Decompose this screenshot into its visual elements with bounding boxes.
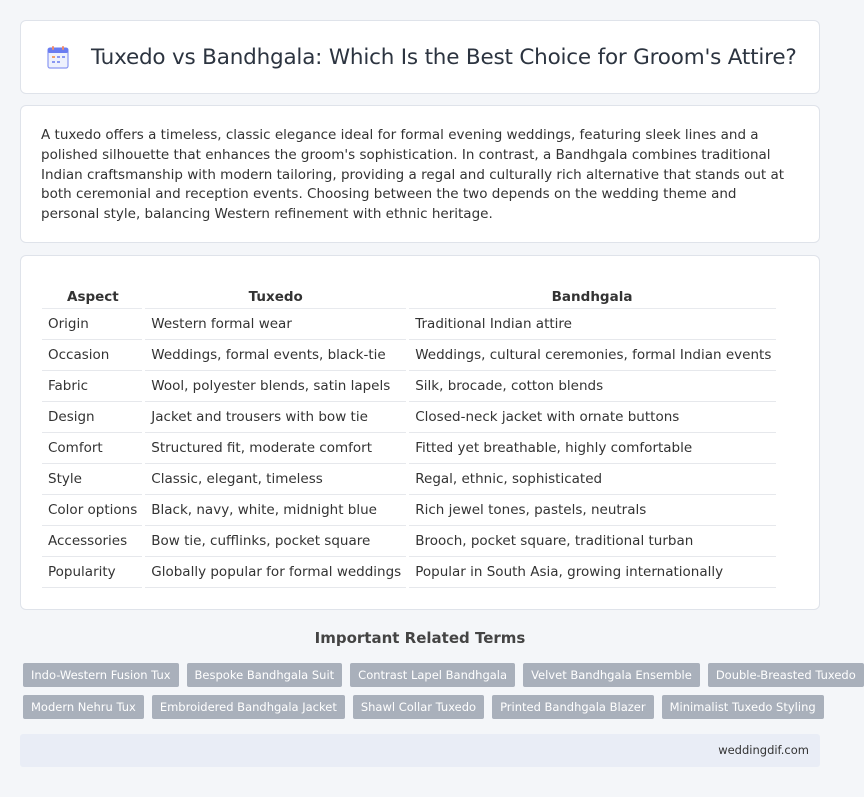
cell-bandhgala: Fitted yet breathable, highly comfortable bbox=[408, 432, 777, 463]
cell-tuxedo: Structured fit, moderate comfort bbox=[144, 432, 408, 463]
table-row bbox=[42, 401, 776, 432]
tag-link[interactable]: Bespoke Bandhgala Suit bbox=[187, 663, 343, 687]
tag-link[interactable]: Double-Breasted Tuxedo bbox=[708, 663, 864, 687]
document-icon bbox=[47, 45, 69, 69]
table-row bbox=[42, 370, 776, 401]
cell-bandhgala: Weddings, cultural ceremonies, formal Indian events bbox=[408, 339, 777, 370]
cell-aspect: Comfort bbox=[42, 432, 144, 463]
cell-tuxedo: Jacket and trousers with bow tie bbox=[144, 401, 408, 432]
header-tuxedo: Tuxedo bbox=[144, 282, 408, 308]
related-terms-heading: Important Related Terms bbox=[314, 629, 526, 647]
table-row bbox=[42, 494, 776, 525]
table-row bbox=[42, 525, 776, 556]
footer-site-link[interactable]: weddingdif.com bbox=[718, 743, 809, 757]
cell-tuxedo: Wool, polyester blends, satin lapels bbox=[144, 370, 408, 401]
cell-tuxedo: Globally popular for formal weddings bbox=[144, 556, 408, 587]
intro-card bbox=[20, 105, 820, 243]
tag-link[interactable]: Velvet Bandhgala Ensemble bbox=[523, 663, 700, 687]
cell-tuxedo: Weddings, formal events, black-tie bbox=[144, 339, 408, 370]
cell-bandhgala: Traditional Indian attire bbox=[408, 308, 777, 339]
footer bbox=[20, 734, 820, 767]
cell-bandhgala: Closed-neck jacket with ornate buttons bbox=[408, 401, 777, 432]
cell-aspect: Popularity bbox=[42, 556, 144, 587]
tag-link[interactable]: Modern Nehru Tux bbox=[23, 695, 144, 719]
tag-row bbox=[23, 663, 856, 687]
tag-link[interactable]: Shawl Collar Tuxedo bbox=[353, 695, 484, 719]
tag-row bbox=[23, 695, 823, 719]
cell-tuxedo: Black, navy, white, midnight blue bbox=[144, 494, 408, 525]
related-terms-tags bbox=[23, 663, 856, 727]
page-title: Tuxedo vs Bandhgala: Which Is the Best Choice for Groom's Attire? bbox=[91, 44, 797, 70]
cell-aspect: Accessories bbox=[42, 525, 144, 556]
cell-aspect: Fabric bbox=[42, 370, 144, 401]
tag-link[interactable]: Contrast Lapel Bandhgala bbox=[350, 663, 515, 687]
comparison-table bbox=[42, 282, 776, 588]
cell-tuxedo: Classic, elegant, timeless bbox=[144, 463, 408, 494]
tag-link[interactable]: Indo-Western Fusion Tux bbox=[23, 663, 179, 687]
cell-bandhgala: Silk, brocade, cotton blends bbox=[408, 370, 777, 401]
cell-tuxedo: Bow tie, cufflinks, pocket square bbox=[144, 525, 408, 556]
intro-paragraph: A tuxedo offers a timeless, classic elegance ideal for formal evening weddings, featuring sleek lines and a polished silhouette that enhances the groom's sophistication. In contrast, a Bandhgala combines traditional Indian craftsmanship with modern tailoring, providing a regal and culturally rich alternative that stands out at both ceremonial and reception events. Choosing between the two depends on the wedding theme and personal style, balancing Western refinement with ethnic heritage. bbox=[41, 127, 785, 223]
cell-aspect: Design bbox=[42, 401, 144, 432]
table-row bbox=[42, 463, 776, 494]
table-row bbox=[42, 432, 776, 463]
cell-aspect: Origin bbox=[42, 308, 144, 339]
cell-aspect: Style bbox=[42, 463, 144, 494]
cell-bandhgala: Brooch, pocket square, traditional turban bbox=[408, 525, 777, 556]
cell-tuxedo: Western formal wear bbox=[144, 308, 408, 339]
table-header-row bbox=[42, 282, 776, 308]
comparison-card bbox=[20, 255, 820, 610]
table-row bbox=[42, 308, 776, 339]
cell-bandhgala: Regal, ethnic, sophisticated bbox=[408, 463, 777, 494]
table-row bbox=[42, 556, 776, 587]
tag-link[interactable]: Printed Bandhgala Blazer bbox=[492, 695, 654, 719]
tag-link[interactable]: Minimalist Tuxedo Styling bbox=[662, 695, 824, 719]
table-row bbox=[42, 339, 776, 370]
cell-bandhgala: Rich jewel tones, pastels, neutrals bbox=[408, 494, 777, 525]
tag-link[interactable]: Embroidered Bandhgala Jacket bbox=[152, 695, 345, 719]
header-aspect: Aspect bbox=[42, 282, 144, 308]
header-card bbox=[20, 20, 820, 94]
cell-aspect: Occasion bbox=[42, 339, 144, 370]
header-bandhgala: Bandhgala bbox=[408, 282, 777, 308]
cell-bandhgala: Popular in South Asia, growing internationally bbox=[408, 556, 777, 587]
cell-aspect: Color options bbox=[42, 494, 144, 525]
